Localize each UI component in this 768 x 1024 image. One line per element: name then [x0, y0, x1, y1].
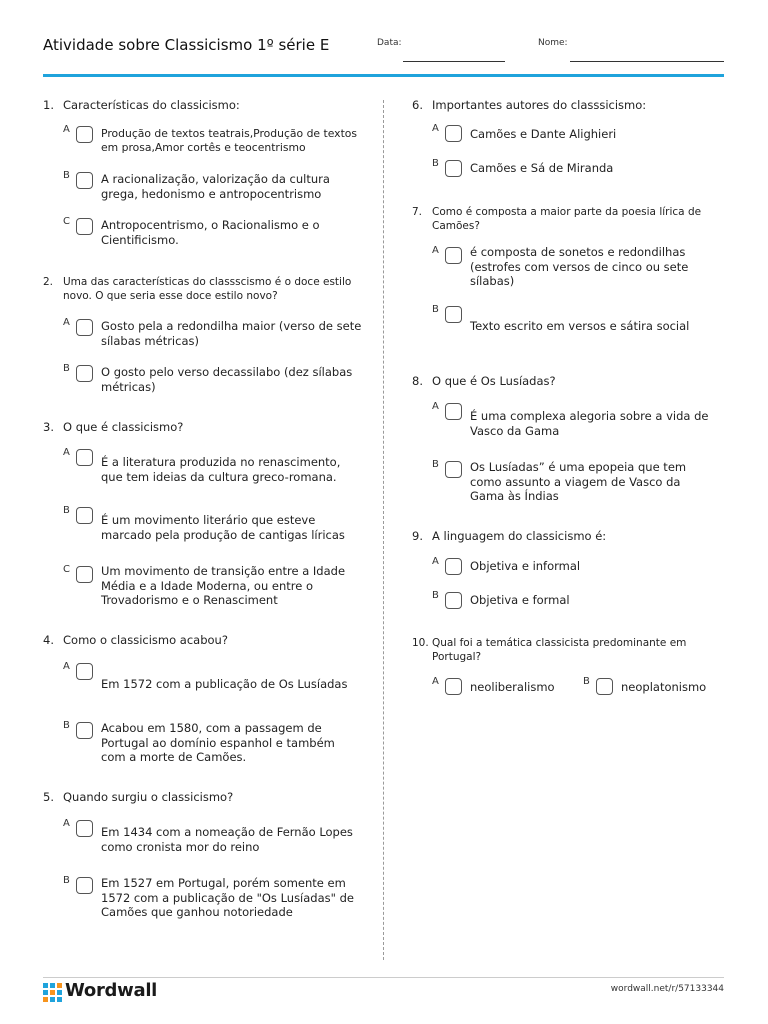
option-checkbox[interactable] — [76, 663, 93, 680]
option-checkbox[interactable] — [445, 558, 462, 575]
question-9 — [412, 529, 722, 607]
option-letter: B — [432, 459, 439, 470]
option-checkbox[interactable] — [445, 592, 462, 609]
option-text: neoplatonismo — [621, 680, 707, 694]
option-letter: A — [63, 661, 70, 672]
option-text: Texto escrito em versos e sátira social — [470, 319, 690, 333]
option-text: Antropocentrismo, o Racionalismo e o Cientificismo. — [101, 218, 320, 247]
option-text: Objetiva e informal — [470, 559, 581, 573]
option-letter: B — [63, 170, 70, 181]
option-letter: B — [432, 590, 439, 601]
option-text: Os Lusíadas” é uma epopeia que tem como assunto a viagem de Vasco da Gama às Índias — [470, 460, 687, 503]
option-letter: B — [63, 505, 70, 516]
question-number: 5. — [43, 790, 54, 804]
question-1 — [43, 98, 358, 247]
question-text: Quando surgiu o classicismo? — [63, 790, 234, 804]
option-text: É a literatura produzida no renascimento, que tem ideias da cultura greco-romana. — [101, 455, 341, 484]
option-letter: B — [432, 304, 439, 315]
question-7 — [412, 205, 722, 333]
option-letter: A — [63, 447, 70, 458]
option-text: A racionalização, valorização da cultura grega, hedonismo e antropocentrismo — [101, 172, 330, 201]
option-text: O gosto pelo verso decassilabo (dez sílabas métricas) — [101, 365, 353, 394]
option-text: Produção de textos teatrais,Produção de textos em prosa,Amor cortês e teocentrismo — [101, 127, 358, 154]
option-text: É um movimento literário que esteve marcado pela produção de cantigas líricas — [101, 513, 345, 542]
footer-divider — [43, 977, 724, 978]
question-2 — [43, 275, 362, 394]
header-divider — [43, 74, 724, 77]
question-text: Qual foi a temática classicista predominante em Portugal? — [432, 637, 687, 663]
option-text: Camões e Sá de Miranda — [470, 161, 614, 175]
option-checkbox[interactable] — [445, 461, 462, 478]
column-divider — [383, 100, 384, 960]
option-text: Acabou em 1580, com a passagem de Portugal ao domínio espanhol e também com a morte de Camões. — [101, 721, 335, 764]
question-number: 8. — [412, 374, 423, 388]
option-checkbox[interactable] — [76, 319, 93, 336]
wordwall-logo-icon — [43, 983, 62, 1002]
option-letter: A — [63, 124, 70, 135]
option-text: É uma complexa alegoria sobre a vida de Vasco da Gama — [470, 409, 709, 438]
option-letter: B — [583, 676, 590, 687]
option-checkbox[interactable] — [76, 566, 93, 583]
question-text: O que é classicismo? — [63, 420, 184, 434]
question-number: 3. — [43, 420, 54, 434]
question-text: A linguagem do classicismo é: — [432, 529, 607, 543]
option-letter: A — [432, 123, 439, 134]
question-text: Importantes autores do classsicismo: — [432, 98, 647, 112]
option-text: Camões e Dante Alighieri — [470, 127, 617, 141]
option-letter: A — [432, 676, 439, 687]
question-number: 1. — [43, 98, 54, 112]
option-checkbox[interactable] — [445, 306, 462, 323]
option-letter: B — [63, 363, 70, 374]
option-letter: B — [63, 720, 70, 731]
name-label: Nome: — [538, 38, 568, 48]
option-checkbox[interactable] — [76, 126, 93, 143]
question-text: Uma das características do classscismo é o doce estilo novo. O que seria esse doce estilo novo? — [63, 276, 352, 302]
option-checkbox[interactable] — [445, 160, 462, 177]
option-text: Em 1527 em Portugal, porém somente em 1572 com a publicação de "Os Lusíadas" de Camões que ganhou notoriedade — [101, 876, 354, 919]
option-checkbox[interactable] — [76, 365, 93, 382]
date-label: Data: — [377, 38, 402, 48]
option-letter: A — [432, 556, 439, 567]
option-letter: B — [432, 158, 439, 169]
question-8 — [412, 374, 722, 503]
question-number: 4. — [43, 633, 54, 647]
question-text: Como é composta a maior parte da poesia lírica de Camões? — [432, 206, 702, 232]
option-text: Em 1572 com a publicação de Os Lusíadas — [101, 677, 348, 691]
option-text: Um movimento de transição entre a Idade Média e a Idade Moderna, ou entre o Trovadorismo e o Renasciment — [101, 564, 346, 607]
option-checkbox[interactable] — [76, 172, 93, 189]
footer-url[interactable]: wordwall.net/r/57133344 — [610, 984, 724, 994]
option-letter: C — [63, 564, 70, 575]
option-text: Em 1434 com a nomeação de Fernão Lopes como cronista mor do reino — [101, 825, 353, 854]
question-text: Características do classicismo: — [63, 98, 240, 112]
question-3 — [43, 420, 353, 607]
option-text: Gosto pela a redondilha maior (verso de sete sílabas métricas) — [101, 319, 362, 348]
wordwall-logo-text: Wordwall — [65, 980, 158, 1001]
question-6 — [412, 98, 722, 175]
option-checkbox[interactable] — [76, 507, 93, 524]
question-10 — [412, 636, 722, 694]
date-field[interactable] — [403, 61, 505, 62]
question-number: 6. — [412, 98, 423, 112]
name-field[interactable] — [570, 61, 724, 62]
option-text: Objetiva e formal — [470, 593, 570, 607]
option-letter: A — [432, 401, 439, 412]
option-checkbox[interactable] — [76, 877, 93, 894]
option-checkbox[interactable] — [445, 403, 462, 420]
option-letter: A — [63, 818, 70, 829]
page-title: Atividade sobre Classicismo 1º série E — [43, 36, 330, 54]
option-text: neoliberalismo — [470, 680, 555, 694]
option-checkbox[interactable] — [76, 449, 93, 466]
option-letter: B — [63, 875, 70, 886]
option-text: é composta de sonetos e redondilhas (estrofes com versos de cinco ou sete sílabas) — [470, 245, 689, 288]
question-number: 9. — [412, 529, 423, 543]
option-checkbox[interactable] — [76, 218, 93, 235]
option-letter: A — [432, 245, 439, 256]
option-checkbox[interactable] — [76, 820, 93, 837]
option-letter: A — [63, 317, 70, 328]
question-5 — [43, 790, 354, 919]
option-checkbox[interactable] — [76, 722, 93, 739]
question-text: Como o classicismo acabou? — [63, 633, 228, 647]
question-4 — [43, 633, 353, 764]
option-checkbox[interactable] — [445, 678, 462, 695]
question-number: 7. — [412, 206, 423, 218]
option-letter: C — [63, 216, 70, 227]
option-checkbox[interactable] — [445, 125, 462, 142]
option-checkbox[interactable] — [596, 678, 613, 695]
option-checkbox[interactable] — [445, 247, 462, 264]
question-number: 10. — [412, 637, 429, 649]
question-text: O que é Os Lusíadas? — [432, 374, 556, 388]
question-number: 2. — [43, 276, 54, 288]
